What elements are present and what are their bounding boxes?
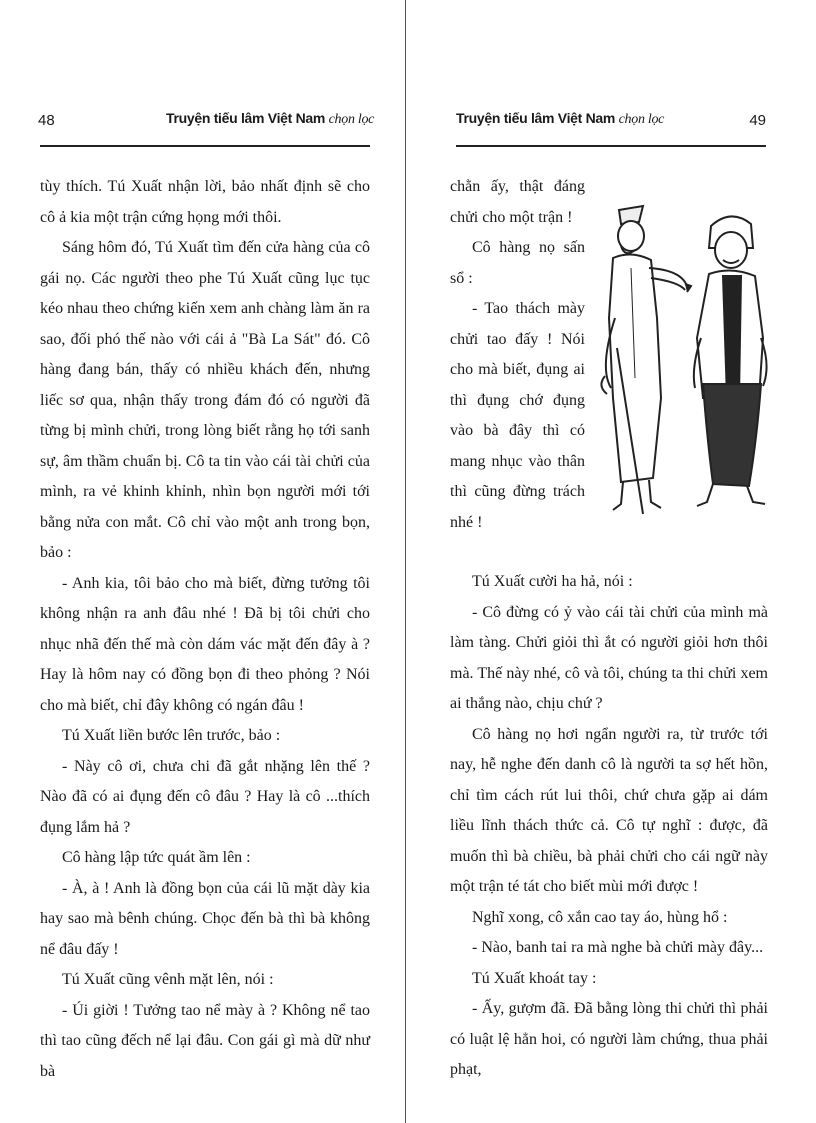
running-title bbox=[166, 110, 374, 128]
right-body-text bbox=[450, 567, 768, 1086]
page-number: 49 bbox=[749, 112, 766, 129]
page-number: 48 bbox=[38, 112, 55, 129]
header-rule bbox=[40, 145, 370, 147]
paragraph: Cô hàng nọ hơi ngẩn người ra, từ trước tới nay, hễ nghe đến danh cô là người ta sợ hết hồn, chỉ tìm cách rút lui thôi, chứ chưa gặp ai dám liều lĩnh thách thức cả. Cô tự nghĩ : được, đã muốn thì bà chiều, bà phải chửi cho cái ngữ này một trận té tát cho biết mùi mới được ! bbox=[450, 725, 768, 895]
paragraph: Sáng hôm đó, Tú Xuất tìm đến cửa hàng của cô gái nọ. Các người theo phe Tú Xuất cũng lục tục kéo nhau theo chứng kiến xem anh chàng làm ăn ra sao, đối phó thế nào với cái ả "Bà La Sát" đó. Cô hàng đang bán, thấy có nhiều khách đến, nhưng liếc sơ qua, nhận thấy trong đám đó có người đã từng bị mình chửi, trong lòng biết rằng họ tới sanh sự, âm thầm chuẩn bị. Cô ta tin vào cái tài chửi của mình, ra vẻ khinh khỉnh, nhìn bọn người mới tới bằng nửa con mắt. Cô chỉ vào một anh trong bọn, bảo : bbox=[40, 239, 370, 561]
paragraph: - Nào, banh tai ra mà nghe bà chửi mày đây... bbox=[472, 939, 764, 956]
running-title-sub: chọn lọc bbox=[618, 112, 665, 127]
paragraph: - À, à ! Anh là đồng bọn của cái lũ mặt dày kia hay sao mà bênh chúng. Chọc đến bà thì bà không nể đâu đấy ! bbox=[40, 879, 370, 958]
paragraph: Tú Xuất cũng vênh mặt lên, nói : bbox=[62, 971, 274, 988]
paragraph: Tú Xuất cười ha hả, nói : bbox=[472, 573, 633, 590]
paragraph: - Ấy, gượm đã. Đã bằng lòng thi chửi thì phải có luật lệ hẳn hoi, có người làm chứng, thua phải phạt, bbox=[450, 1000, 768, 1078]
header-rule bbox=[456, 145, 766, 147]
paragraph: Cô hàng nọ sấn sổ : bbox=[450, 239, 585, 287]
paragraph: - Tao thách mày chửi tao đấy ! Nói cho mà biết, đụng ai thì đụng chớ đụng vào bà đây thì có mang nhục vào thân thì cũng đừng trách nhé ! bbox=[450, 300, 585, 531]
left-page-header bbox=[38, 108, 375, 134]
paragraph: - Úi giời ! Tưởng tao nể mày à ? Không nể tao thì tao cũng đếch nể lại đâu. Con gái gì mà dữ như bà bbox=[40, 1001, 370, 1080]
paragraph: - Anh kia, tôi bảo cho mà biết, đừng tưởng tôi không nhận ra anh đâu nhé ! Đã bị tôi chửi cho nhục nhã đến thế mà còn dám vác mặt đến đây à ? Hay là hôm nay có đồng bọn đi theo phỏng ? Nói cho mà biết, chỉ đây không có ngán đâu ! bbox=[40, 574, 370, 714]
running-title-main: Truyện tiếu lâm Việt Nam bbox=[456, 110, 616, 126]
left-body-text bbox=[40, 172, 370, 1087]
paragraph: Tú Xuất liền bước lên trước, bảo : bbox=[62, 727, 281, 744]
man-figure bbox=[601, 206, 691, 514]
paragraph: Cô hàng lập tức quát ầm lên : bbox=[62, 849, 251, 866]
paragraph: Tú Xuất khoát tay : bbox=[472, 969, 597, 987]
running-title-main: Truyện tiếu lâm Việt Nam bbox=[166, 110, 326, 126]
running-title-sub: chọn lọc bbox=[328, 112, 375, 127]
running-title bbox=[456, 110, 664, 128]
paragraph: chằn ấy, thật đáng chửi cho một trận ! bbox=[450, 178, 585, 226]
paragraph: - Này cô ơi, chưa chi đã gắt nhặng lên thế ? Nào đã có ai đụng đến cô đâu ? Hay là cô ...thích đụng lắm hả ? bbox=[40, 757, 370, 836]
paragraph: Nghĩ xong, cô xắn cao tay áo, hùng hổ : bbox=[472, 908, 728, 926]
page-gutter bbox=[405, 0, 406, 1123]
paragraph: - Cô đừng có ỷ vào cái tài chửi của mình mà làm tàng. Chửi giỏi thì ắt có người giỏi hơn thôi mà. Thế này nhé, cô và tôi, chúng ta thi chửi xem ai thắng nào, chịu chứ ? bbox=[450, 603, 768, 712]
woman-figure bbox=[694, 216, 767, 506]
paragraph: tùy thích. Tú Xuất nhận lời, bảo nhất định sẽ cho cô ả kia một trận cứng họng mới thôi. bbox=[40, 178, 370, 226]
right-body-text-beside-illustration bbox=[450, 172, 585, 538]
illustration-two-figures bbox=[591, 198, 771, 528]
right-page-header bbox=[456, 108, 766, 134]
